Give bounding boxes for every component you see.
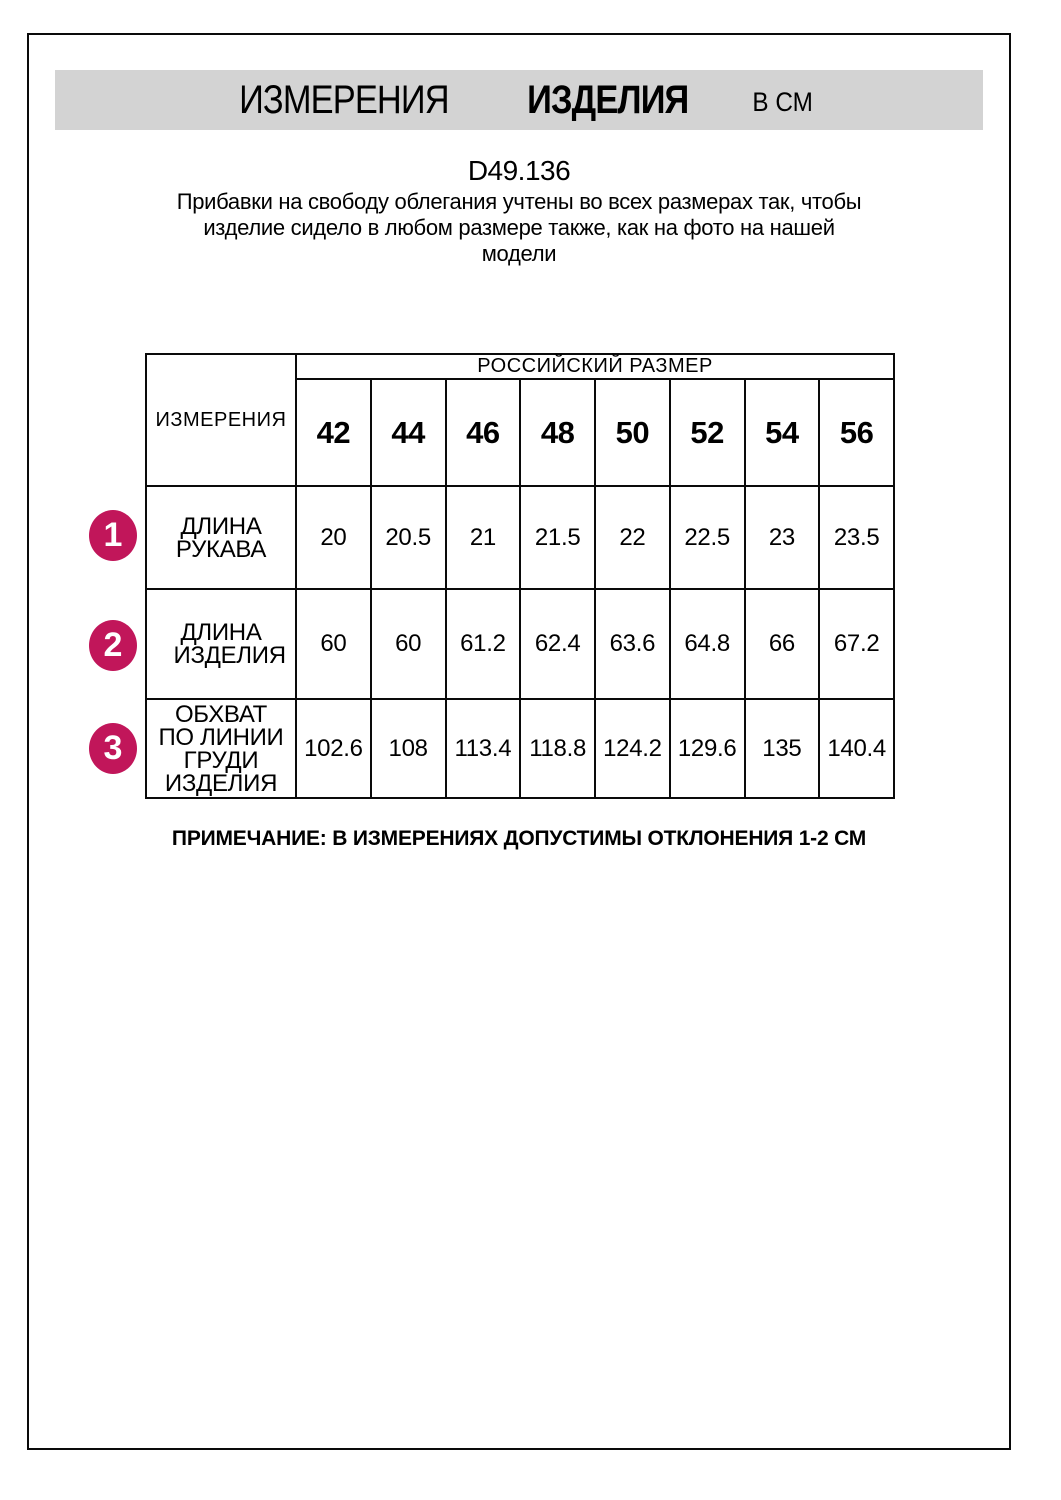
russian-size-header: РОССИЙСКИЙ РАЗМЕР: [296, 354, 894, 379]
table-cell: 60: [296, 589, 371, 699]
table-cell: 61.2: [446, 589, 521, 699]
size-col-header: 56: [819, 379, 894, 486]
table-row-item-length: [146, 589, 894, 699]
title-word-product: ИЗДЕЛИЯ: [526, 77, 688, 122]
description-paragraph: [134, 189, 904, 267]
row-label: ОБХВАТ ПО ЛИНИИ ГРУДИ ИЗДЕЛИЯ: [146, 699, 296, 798]
size-col-header: 52: [670, 379, 745, 486]
title-bar: [55, 70, 983, 130]
title-unit-cm: В СМ: [752, 86, 813, 117]
size-col-header: 54: [745, 379, 820, 486]
table-cell: 124.2: [595, 699, 670, 798]
description-line: Прибавки на свободу облегания учтены во всех размерах так, чтобы: [176, 189, 862, 214]
row-number-badge-1: 1: [89, 510, 137, 561]
table-cell: 129.6: [670, 699, 745, 798]
table-cell: 23: [745, 486, 820, 589]
size-col-header: 46: [446, 379, 521, 486]
table-cell: 64.8: [670, 589, 745, 699]
size-col-header: 48: [520, 379, 595, 486]
table-cell: 108: [371, 699, 446, 798]
table-cell: 66: [745, 589, 820, 699]
description-line: изделие сидело в любом размере также, как на фото на нашей: [203, 215, 835, 240]
table-cell: 118.8: [520, 699, 595, 798]
table-row-sleeve-length: [146, 486, 894, 589]
size-table: [145, 353, 895, 799]
table-cell: 20.5: [371, 486, 446, 589]
row-label: ДЛИНА ИЗДЕЛИЯ: [146, 589, 296, 699]
table-cell: 67.2: [819, 589, 894, 699]
table-cell: 21.5: [520, 486, 595, 589]
row-label: ДЛИНА РУКАВА: [146, 486, 296, 589]
table-cell: 60: [371, 589, 446, 699]
table-corner-label: ИЗМЕРЕНИЯ: [146, 354, 296, 486]
table-row-chest-girth: [146, 699, 894, 798]
description-line: модели: [481, 241, 557, 266]
tolerance-note: ПРИМЕЧАНИЕ: В ИЗМЕРЕНИЯХ ДОПУСТИМЫ ОТКЛОНЕНИЯ 1-2 СМ: [171, 827, 867, 850]
size-col-header: 44: [371, 379, 446, 486]
row-number-badge-3: 3: [89, 723, 137, 774]
table-cell: 23.5: [819, 486, 894, 589]
table-cell: 63.6: [595, 589, 670, 699]
table-cell: 113.4: [446, 699, 521, 798]
table-cell: 22.5: [670, 486, 745, 589]
table-cell: 135: [745, 699, 820, 798]
row-number-badge-2: 2: [89, 620, 137, 671]
table-cell: 140.4: [819, 699, 894, 798]
table-cell: 62.4: [520, 589, 595, 699]
table-cell: 21: [446, 486, 521, 589]
size-col-header: 42: [296, 379, 371, 486]
table-group-header-row: [146, 354, 894, 379]
table-cell: 102.6: [296, 699, 371, 798]
product-code: D49.136: [467, 155, 571, 186]
table-cell: 22: [595, 486, 670, 589]
size-col-header: 50: [595, 379, 670, 486]
table-cell: 20: [296, 486, 371, 589]
title-word-measurements: ИЗМЕРЕНИЯ: [238, 77, 449, 122]
